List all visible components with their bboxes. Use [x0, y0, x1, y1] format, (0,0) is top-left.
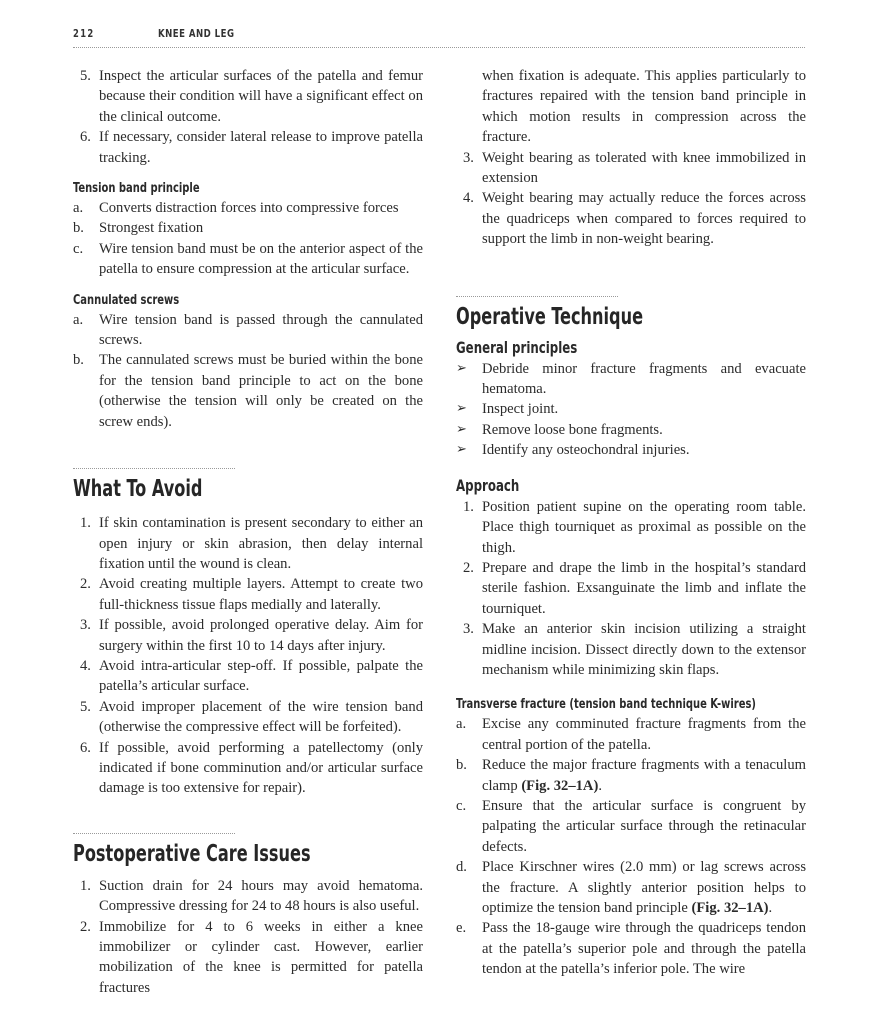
cannulated-screws-list — [73, 310, 423, 432]
list-item: e. Pass the 18-gauge wire through the quadriceps tendon at the patella’s superior pole and through the patella tendon at the patella’s inferior pole. The wire — [456, 920, 806, 978]
arrow-bullet-icon: ➢ — [456, 401, 467, 417]
subheading-general-principles: General principles — [456, 337, 578, 357]
left-column — [73, 66, 423, 998]
section-heading-postoperative: Postoperative Care Issues — [73, 840, 311, 867]
continued-list — [73, 66, 423, 168]
running-head — [73, 27, 805, 48]
arrow-bullet-icon: ➢ — [456, 421, 467, 437]
arrow-bullet-icon: ➢ — [456, 442, 467, 458]
figure-reference: (Fig. 32–1A) — [691, 900, 769, 916]
list-item: ➢ Debride minor fracture fragments and evacuate hematoma. — [456, 360, 806, 398]
list-item: 6. If necessary, consider lateral release to improve patella tracking. — [80, 129, 423, 166]
transverse-fracture-list — [456, 714, 806, 979]
list-item: 2. Immobilize for 4 to 6 weeks in either a knee immobilizer or cylinder cast. However, earlier mobilization of the knee is permitted for patella fractures — [80, 918, 423, 996]
subheading-transverse-fracture: Transverse fracture (tension band technique K-wires) — [456, 696, 756, 713]
list-item: a. Excise any comminuted fracture fragments from the central portion of the patella. — [456, 716, 806, 753]
list-item: c. Ensure that the articular surface is congruent by palpating the articular surface through the retinacular defects. — [456, 797, 806, 855]
section-heading-operative-technique: Operative Technique — [456, 303, 644, 330]
what-to-avoid-list — [73, 513, 423, 799]
list-item: ➢ Inspect joint. — [456, 399, 806, 419]
list-item: 1. Position patient supine on the operating room table. Place thigh tourniquet as proximal as possible on the thigh. — [463, 498, 806, 556]
page-number: 212 — [73, 27, 95, 40]
list-item: ➢ Remove loose bone fragments. — [456, 420, 806, 440]
section-heading-what-to-avoid: What To Avoid — [73, 476, 203, 503]
postoperative-list-continued — [456, 148, 806, 250]
list-item: 5. Avoid improper placement of the wire tension band (otherwise the compressive effect will be forfeited). — [80, 698, 423, 736]
subheading-approach: Approach — [456, 475, 520, 495]
list-item: 3. If possible, avoid prolonged operative delay. Aim for surgery within the first 10 to 14 days after injury. — [80, 617, 423, 654]
list-item: c. Wire tension band must be on the anterior aspect of the patella to ensure compression at the articular surface. — [73, 240, 423, 278]
section-heading-tension-band: Tension band principle — [73, 180, 200, 197]
list-item: a. Converts distraction forces into compressive forces — [73, 200, 399, 217]
list-item: 2. Prepare and drape the limb in the hospital’s standard sterile fashion. Exsanguinate the limb and inflate the tourniquet. — [463, 559, 806, 617]
list-item: 6. If possible, avoid performing a patellectomy (only indicated if bone comminution and/or articular surface damage is too extensive for repair). — [80, 739, 423, 797]
list-item: 2. Avoid creating multiple layers. Attempt to create two full-thickness tissue flaps medially and laterally. — [80, 576, 423, 613]
approach-list — [456, 497, 806, 681]
continued-paragraph: when fixation is adequate. This applies particularly to fractures repaired with the tension band principle in which motion results in compression across the fracture. — [482, 68, 806, 146]
chapter-title: KNEE AND LEG — [158, 27, 235, 40]
figure-reference: (Fig. 32–1A) — [521, 777, 599, 794]
list-item: 5. Inspect the articular surfaces of the patella and femur because their condition will have a significant effect on the clinical outcome. — [80, 68, 423, 125]
list-item: 1. If skin contamination is present secondary to either an open injury or skin abrasion, then delay internal fixation until the wound is clean. — [80, 515, 423, 572]
list-item: ➢ Identify any osteochondral injuries. — [456, 440, 806, 460]
tension-band-list — [73, 198, 423, 280]
list-item: b. Strongest fixation — [73, 220, 204, 237]
arrow-bullet-icon: ➢ — [456, 360, 467, 376]
list-item: 4. Weight bearing may actually reduce the forces across the quadriceps when compared to forces required to support the limb in non-weight bearing. — [463, 190, 806, 248]
list-item: a. Wire tension band is passed through the cannulated screws. — [73, 311, 423, 349]
list-item: 3. Weight bearing as tolerated with knee immobilized in extension — [463, 149, 806, 187]
list-item: b. Reduce the major fracture fragments with a tenaculum clamp (Fig. 32–1A). — [456, 757, 806, 794]
list-item: 4. Avoid intra-articular step-off. If possible, palpate the patella’s articular surface. — [80, 657, 423, 695]
postoperative-list — [73, 876, 423, 998]
list-item: d. Place Kirschner wires (2.0 mm) or lag screws across the fracture. A slightly anterior position helps to optimize the tension band principle (Fig. 32–1A). — [456, 859, 806, 916]
general-principles-list — [456, 359, 806, 461]
list-item: b. The cannulated screws must be buried within the bone for the tension band principle to act on the bone (otherwise the tension will only be created on the screw ends). — [73, 352, 423, 430]
list-item: 3. Make an anterior skin incision utilizing a straight midline incision. Dissect directly down to the extensor mechanism while minimizing skin flaps. — [463, 621, 806, 678]
section-heading-cannulated-screws: Cannulated screws — [73, 291, 180, 308]
right-column — [456, 66, 806, 980]
list-item: 1. Suction drain for 24 hours may avoid hematoma. Compressive dressing for 24 to 48 hours is also useful. — [80, 877, 423, 915]
